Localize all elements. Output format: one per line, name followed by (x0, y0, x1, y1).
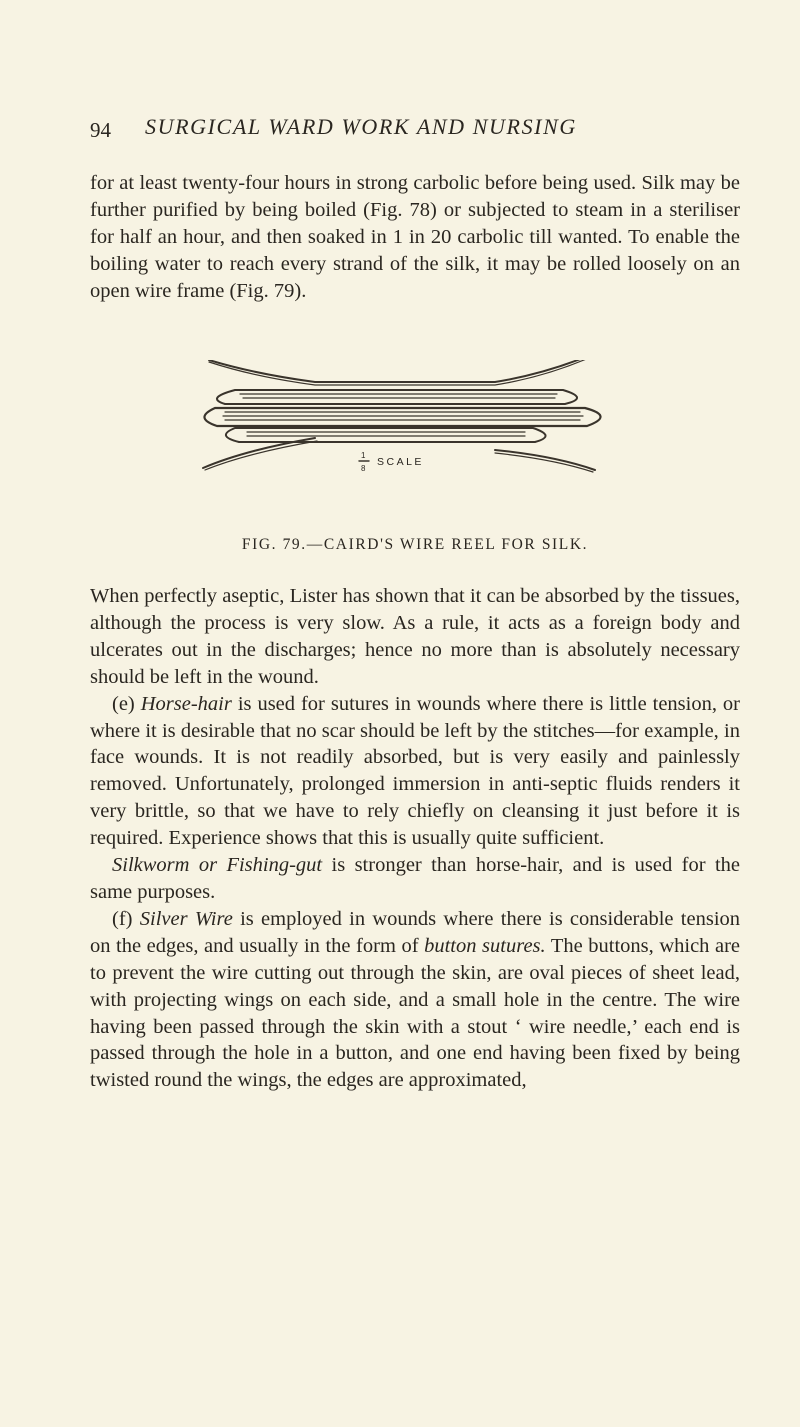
paragraph: for at least twenty-four hours in strong carbolic before being used. Silk may be further purified by being boiled (Fig. 78) or subjected to steam in a steriliser for half an hour, and then soaked in 1 in 20 carbolic till wanted. To enable the boiling water to reach every strand of the silk, it may be rolled loosely on an open wire frame (Fig. 79). (90, 172, 740, 302)
paragraph-text: is employed in wounds where there is considerable tension on the edges, and usually in the form of (90, 907, 741, 957)
text-block-top (90, 170, 740, 305)
scale-fraction-denominator: 8 (361, 464, 366, 473)
list-marker: (f) (112, 907, 133, 930)
paragraph-silver-wire (90, 906, 740, 1094)
list-marker: (e) (112, 692, 135, 715)
page-number: 94 (90, 118, 111, 142)
wire-reel-illustration (195, 360, 615, 530)
paragraph: When perfectly aseptic, Lister has shown that it can be absorbed by the tissues, although the process is very slow. As a rule, it acts as a foreign body and ulcerates out in the discharges; hence no more than is absolutely necessary should be left in the wound. (90, 585, 740, 688)
term: Silkworm or Fishing-gut (112, 854, 323, 877)
scale-fraction: 1 (361, 451, 366, 460)
running-title: SURGICAL WARD WORK AND NURSING (145, 114, 577, 139)
term: Horse-hair (140, 692, 232, 715)
term: Silver Wire (139, 907, 233, 930)
paragraph-text: is stronger than horse-hair, and is used for the same purposes. (90, 854, 740, 903)
running-head (90, 114, 730, 146)
text-block-bottom (90, 583, 740, 1094)
figure-wire-reel (195, 360, 615, 553)
paragraph-text: The buttons, which are to prevent the wire cutting out through the skin, are oval pieces of sheet lead, with projecting wings on each side, and a small hole in the centre. The wire having been passed through the skin with a stout ‘ wire needle,’ each end is passed through the hole in a button, and one end having been fixed by being twisted round the wings, the edges are approximated, (90, 934, 741, 1092)
term: button sutures. (424, 934, 546, 957)
figure-caption: FIG. 79.—CAIRD'S WIRE REEL FOR SILK. (241, 536, 589, 553)
paragraph-text: is used for sutures in wounds where there is little tension, or where it is desirable that no scar should be left by the stitches—for example, in face wounds. It is not readily absorbed, but is very easily and painlessly removed. Unfortunately, prolonged immersion in anti-septic fluids renders it very brittle, so that we have to rely chiefly on cleansing it just before it is required. Experience shows that this is usually quite sufficient. (90, 692, 741, 850)
paragraph-horse-hair (90, 691, 740, 852)
scale-label: SCALE (377, 456, 424, 468)
paragraph-silkworm (90, 852, 740, 906)
